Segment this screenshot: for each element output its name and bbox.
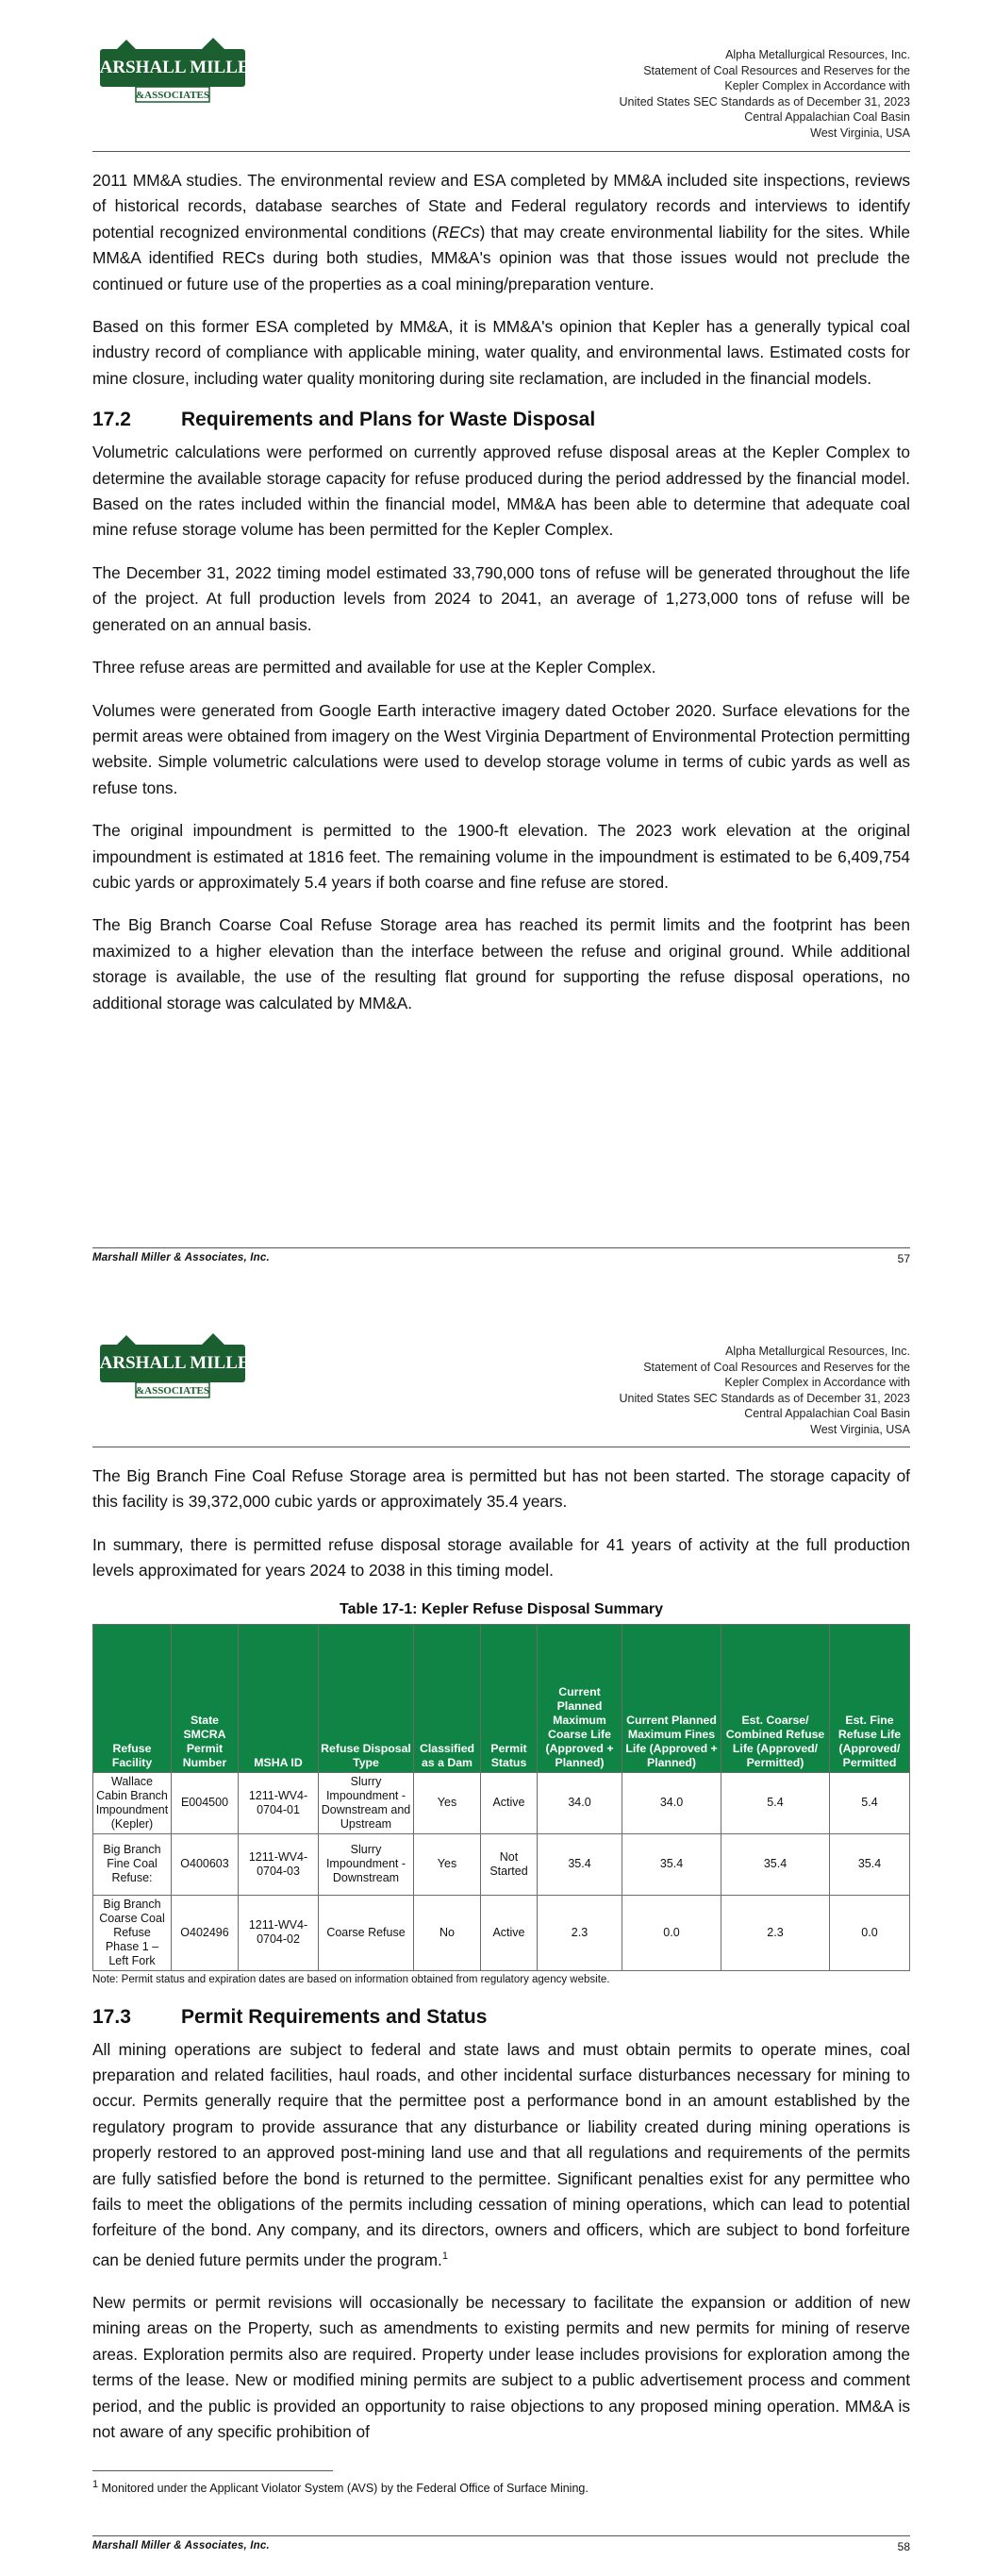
column-header: Permit Status [481,1624,538,1772]
header-line: United States SEC Standards as of December 31, 2023 [619,1391,910,1405]
table-cell: No [414,1895,481,1970]
column-header: Refuse Facility [93,1624,172,1772]
table-note: Note: Permit status and expiration dates are based on information obtained from regulatory agency website. [92,1973,610,1985]
header-line: United States SEC Standards as of December 31, 2023 [619,94,910,109]
header-rule [92,151,910,152]
page-number: 58 [897,2540,910,2553]
section-heading [92,2006,910,2029]
section-title: Requirements and Plans for Waste Disposal [181,409,596,431]
footnote: $^1$ Monitored under the Applicant Violator System (AVS) by the Federal Office of Surface Mining. [92,2479,589,2496]
svg-text:MARSHALL MILLER: MARSHALL MILLER [82,1353,263,1373]
table-cell: 0.0 [830,1895,910,1970]
footer-company: Marshall Miller & Associates, Inc. [92,1252,270,1263]
table-cell: Active [481,1772,538,1833]
paragraph: Three refuse areas are permitted and available for use at the Kepler Complex. [92,658,656,677]
table-cell: Big Branch Coarse Coal Refuse Phase 1 – Left Fork [93,1895,172,1970]
page-58 [0,1288,995,2576]
section-number: 17.2 [92,409,131,431]
table-title: Table 17-1: Kepler Refuse Disposal Summary [340,1600,663,1617]
column-header: MSHA ID [239,1624,319,1772]
table-cell: Slurry Impoundment - Downstream and Upstream [319,1772,414,1833]
table-cell: 34.0 [622,1772,721,1833]
table-cell: Yes [414,1833,481,1895]
header-line: West Virginia, USA [810,125,910,140]
footer-rule [92,1247,910,1248]
column-header: Refuse Disposal Type [319,1624,414,1772]
marshall-miller-logo [82,1333,263,1409]
header-line: Central Appalachian Coal Basin [744,110,910,124]
table-cell: Active [481,1895,538,1970]
page-header [619,1344,910,1437]
table-cell: Yes [414,1772,481,1833]
table-cell: E004500 [172,1772,239,1833]
table-cell: Coarse Refuse [319,1895,414,1970]
paragraph: The Big Branch Coarse Coal Refuse Storage area has reached its permit limits and the footprint has been maximized to a higher elevation than the interface between the refuse and original ground. While additional storage is available, the use of the resulting flat ground for supporting the refuse disposal operations, no additional storage was calculated by MM&A. [92,915,910,1012]
paragraph: In summary, there is permitted refuse disposal storage available for 41 years of activity at the full production levels approximated for years 2024 to 2038 in this timing model. [92,1534,910,1581]
table-cell: 35.4 [721,1833,830,1895]
column-header: Est. Coarse/ Combined Refuse Life (Approved/ Permitted) [721,1624,830,1772]
section-title: Permit Requirements and Status [181,2005,488,2028]
svg-text:MARSHALL MILLER: MARSHALL MILLER [82,58,263,77]
table-header-row [93,1624,910,1772]
paragraph: Volumetric calculations were performed on currently approved refuse disposal areas at the Kepler Complex to determine the available storage capacity for refuse produced during the period addressed by the financial model. Based on the rates included within the financial model, MM&A has been able to determine that adequate coal mine refuse storage volume has been permitted for the Kepler Complex. [92,443,910,540]
refuse-disposal-table [92,1624,910,1971]
page-body [92,1464,910,2462]
header-line: Central Appalachian Coal Basin [744,1407,910,1420]
column-header: Classified as a Dam [414,1624,481,1772]
paragraph: Based on this former ESA completed by MM&A, it is MM&A's opinion that Kepler has a generally typical coal industry record of compliance with applicable mining, water quality, and environmental laws. Estimated costs for mine closure, including water quality monitoring during site reclamation, are included in the financial models. [92,317,910,388]
table-row [93,1895,910,1970]
table-cell: 35.4 [538,1833,622,1895]
header-line: Statement of Coal Resources and Reserves for the [643,63,910,77]
table-cell: Slurry Impoundment - Downstream [319,1833,414,1895]
column-header: Est. Fine Refuse Life (Approved/ Permitted [830,1624,910,1772]
header-line: West Virginia, USA [810,1422,910,1436]
footnote-reference: 1 [441,2250,448,2262]
table-cell: 2.3 [721,1895,830,1970]
table-cell: 0.0 [622,1895,721,1970]
column-header: Current Planned Maximum Coarse Life (Approved + Planned) [538,1624,622,1772]
footnote-rule [92,2470,333,2471]
header-line: Statement of Coal Resources and Reserves for the [643,1360,910,1374]
table-cell: 1211-WV4-0704-01 [239,1772,319,1833]
paragraph: New permits or permit revisions will occasionally be necessary to facilitate the expansion or addition of new mining areas on the Property, such as amendments to existing permits and new permits for mining of reserve areas. Exploration permits also are required. Property under lease includes provisions for exploration among the terms of the lease. New or modified mining permits are subject to a public advertisement process and comment period, and the public is provided an opportunity to raise objections to any proposed mining operation. MM&A is not aware of any specific prohibition of [92,2293,910,2442]
header-line: Alpha Metallurgical Resources, Inc. [725,48,910,61]
header-line: Alpha Metallurgical Resources, Inc. [725,1345,910,1358]
paragraph: The Big Branch Fine Coal Refuse Storage area is permitted but has not been started. The storage capacity of this facility is 39,372,000 cubic yards or approximately 35.4 years. [92,1466,910,1512]
paragraph: The original impoundment is permitted to the 1900-ft elevation. The 2023 work elevation at the original impoundment is estimated at 1816 feet. The remaining volume in the impoundment is estimated to be 6,409,754 cubic yards or approximately 5.4 years if both coarse and fine refuse are stored. [92,821,910,892]
table-cell: Wallace Cabin Branch Impoundment (Kepler) [93,1772,172,1833]
table-cell: 34.0 [538,1772,622,1833]
footer-rule [92,2535,910,2536]
section-heading [92,409,910,431]
table-cell: 35.4 [622,1833,721,1895]
svg-text:&ASSOCIATES: &ASSOCIATES [135,90,210,101]
header-line: Kepler Complex in Accordance with [724,1376,910,1389]
page-body [92,168,910,1033]
paragraph: The December 31, 2022 timing model estimated 33,790,000 tons of refuse will be generated throughout the life of the project. At full production levels from 2024 to 2041, an average of 1,273,000 tons of refuse will be generated on an annual basis. [92,562,910,634]
header-line: Kepler Complex in Accordance with [724,79,910,92]
footer-company: Marshall Miller & Associates, Inc. [92,2540,270,2551]
column-header: Current Planned Maximum Fines Life (Approved + Planned) [622,1624,721,1772]
paragraph: 2011 MM&A studies. The environmental review and ESA completed by MM&A included site inspections, reviews of historical records, database searches of State and Federal regulatory records and interviews to identify potential recognized environmental conditions (RECs) that may create environmental liability for the sites. While MM&A identified RECs during both studies, MM&A's opinion was that those issues would not preclude the continued or future use of the properties as a coal mining/preparation venture. [92,171,910,293]
table-cell: O400603 [172,1833,239,1895]
table-cell: O402496 [172,1895,239,1970]
table-row [93,1772,910,1833]
table-cell: 5.4 [830,1772,910,1833]
column-header: State SMCRA Permit Number [172,1624,239,1772]
table-cell: Not Started [481,1833,538,1895]
paragraph: Volumes were generated from Google Earth interactive imagery dated October 2020. Surface elevations for the permit areas were obtained from imagery on the West Virginia Department of Environmental Protection permitting website. Simple volumetric calculations were used to develop storage volume in terms of cubic yards as well as refuse tons. [92,700,910,797]
table-row [93,1833,910,1895]
page-header [619,47,910,141]
table-cell: Big Branch Fine Coal Refuse: [93,1833,172,1895]
paragraph: All mining operations are subject to federal and state laws and must obtain permits to operate mines, coal preparation and related facilities, haul roads, and other incidental surface disturbances necessary for mining to occur. Permits generally require that the permittee post a performance bond in an amount established by the regulatory program to provide assurance that any disturbance or liability created during mining operations is properly restored to an approved post-mining land use and that all regulations and requirements of the permits are fully satisfied before the bond is returned to the permittee. Significant penalties exist for any permittee who fails to meet the obligations of the permits including cessation of mining operations, which can lead to potential forfeiture of the bond. Any company, and its directors, owners and officers, which are subject to bond forfeiture can be denied future permits under the program.$^1$ [92,2039,910,2269]
marshall-miller-logo [82,38,263,113]
table-cell: 1211-WV4-0704-02 [239,1895,319,1970]
table-cell: 5.4 [721,1772,830,1833]
table-cell: 2.3 [538,1895,622,1970]
svg-text:&ASSOCIATES: &ASSOCIATES [135,1385,210,1397]
table-cell: 1211-WV4-0704-03 [239,1833,319,1895]
page-number: 57 [897,1252,910,1265]
table-cell: 35.4 [830,1833,910,1895]
section-number: 17.3 [92,2005,131,2028]
